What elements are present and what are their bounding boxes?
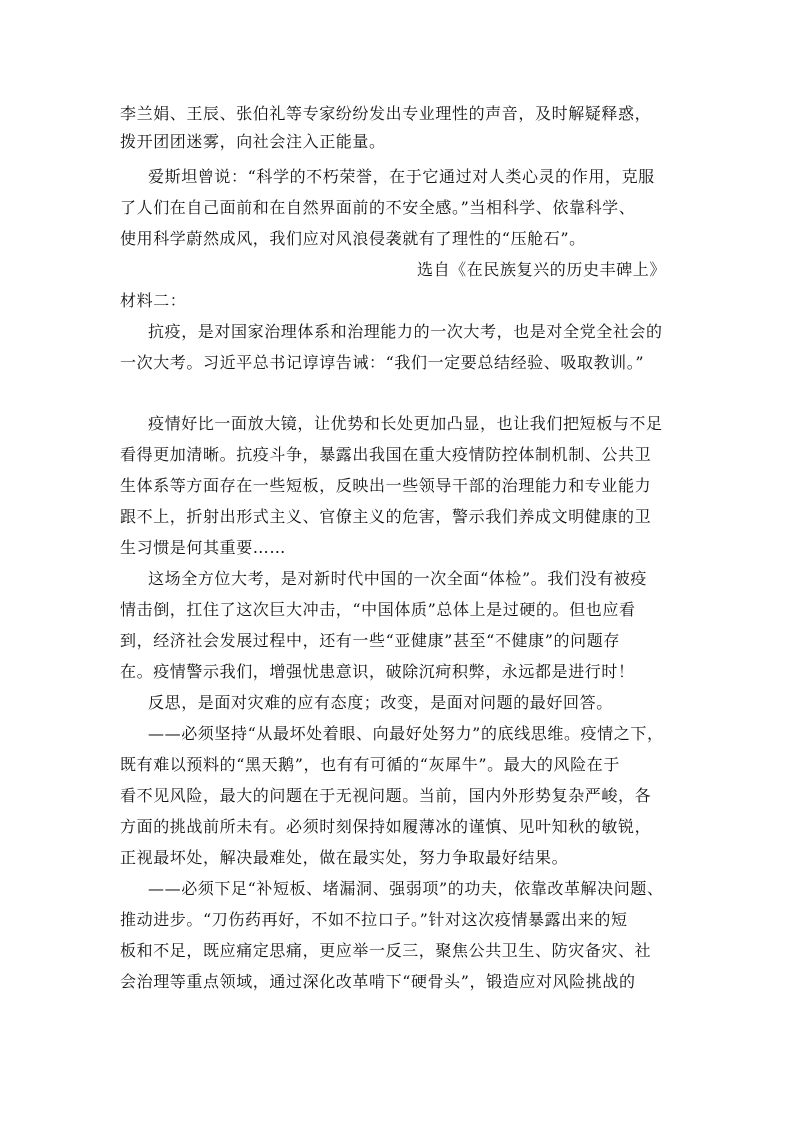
section-heading: 材料二：: [120, 291, 187, 310]
text-line: 会治理等重点领域，通过深化改革啃下“硬骨头”，锻造应对风险挑战的: [120, 972, 636, 991]
text-line: 拨开团团迷雾，向社会注入正能量。: [120, 132, 386, 151]
text-line: 爱斯坦曾说：“科学的不朽荣誉，在于它通过对人类心灵的作用，克服: [148, 167, 655, 186]
text-line: 生体系等方面存在一些短板，反映出一些领导干部的治理能力和专业能力: [120, 476, 652, 495]
text-line: 使用科学蔚然成风，我们应对风浪侵袭就有了理性的“压舱石”。: [120, 229, 586, 248]
text-line: 了人们在自己面前和在自然界面前的不安全感。”当相科学、依靠科学、: [120, 198, 636, 217]
text-line: 既有难以预料的“黑天鹅”，也有有可循的“灰犀牛”。最大的风险在于: [120, 755, 620, 774]
text-line: 在。疫情警示我们，增强忧患意识，破除沉疴积弊，永远都是进行时！: [120, 662, 635, 681]
text-line: 这场全方位大考，是对新时代中国的一次全面“体检”。我们没有被疫: [148, 569, 647, 588]
text-line: 到，经济社会发展过程中，还有一些“亚健康”甚至“不健康”的问题存: [120, 631, 620, 650]
text-line: 看得更加清晰。抗疫斗争，暴露出我国在重大疫情防控体制机制、公共卫: [120, 445, 652, 464]
text-line: 反思，是面对灾难的应有态度；改变，是面对问题的最好回答。: [148, 693, 613, 712]
text-line: 情击倒，扛住了这次巨大冲击，“中国体质”总体上是过硬的。但也应看: [120, 600, 636, 619]
text-line: 板和不足，既应痛定思痛，更应举一反三，聚焦公共卫生、防灾备灾、社: [120, 941, 652, 960]
text-line: 跟不上，折射出形式主义、官僚主义的危害，警示我们养成文明健康的卫: [120, 507, 652, 526]
text-line: ——必须下足“补短板、堵漏洞、强弱项”的功夫，依靠改革解决问题、: [148, 879, 664, 898]
source-attribution: 选自《在民族复兴的历史丰碑上》: [416, 260, 666, 279]
text-line: 一次大考。习近平总书记谆谆告诫：“我们一定要总结经验、吸取教训。”: [120, 353, 645, 372]
text-line: 看不见风险，最大的问题在于无视问题。当前，国内外形势复杂严峻，各: [120, 786, 652, 805]
text-line: 方面的挑战前所未有。必须时刻保持如履薄冰的谨慎、见叶知秋的敏锐，: [120, 817, 652, 836]
text-line: 李兰娟、王辰、张伯礼等专家纷纷发出专业理性的声音，及时解疑释惑，: [120, 104, 652, 123]
text-line: 推动进步。“刀伤药再好，不如不拉口子。”针对这次疫情暴露出来的短: [120, 910, 628, 929]
text-line: 抗疫，是对国家治理体系和治理能力的一次大考，也是对全党全社会的: [148, 322, 663, 341]
text-line: 正视最坏处，解决最难处，做在最实处，努力争取最好结果。: [120, 848, 569, 867]
text-line: 生习惯是何其重要……: [120, 538, 287, 557]
text-line: 疫情好比一面放大镜，让优势和长处更加凸显，也让我们把短板与不足: [148, 414, 663, 433]
text-line: ——必须坚持“从最坏处着眼、向最好处努力”的底线思维。疫情之下，: [148, 724, 664, 743]
